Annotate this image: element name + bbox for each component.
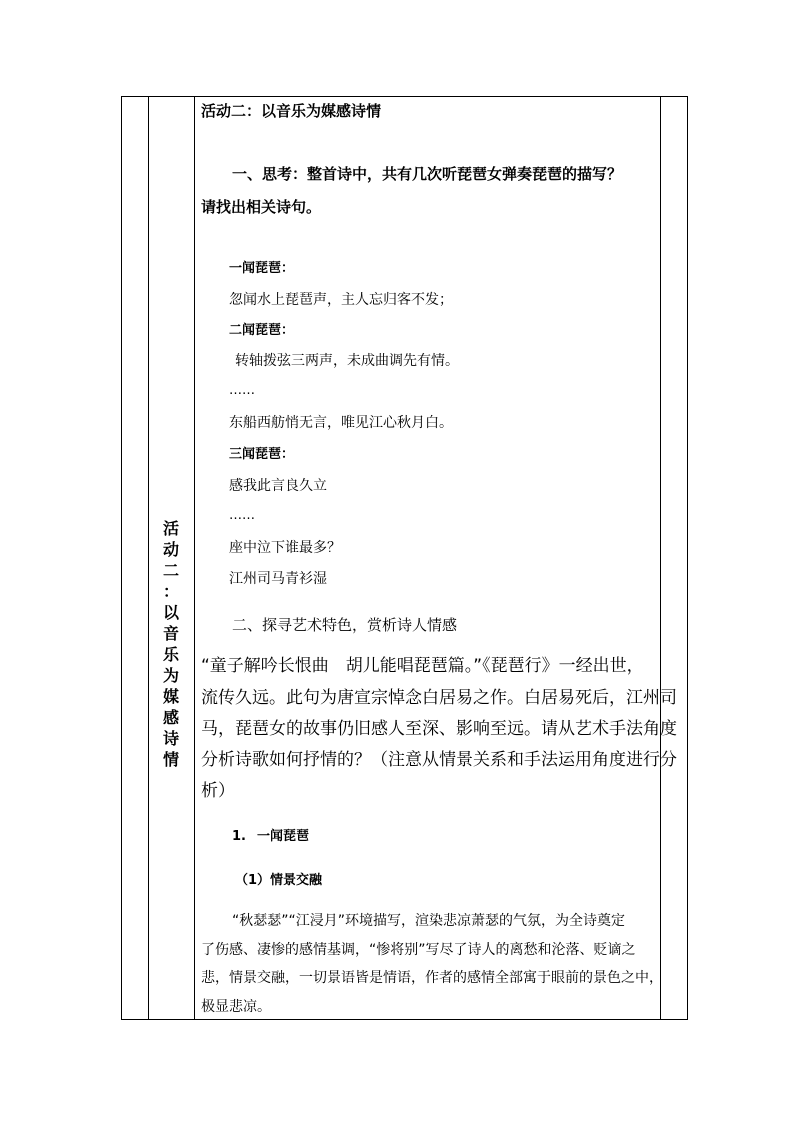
poem-line: 江州司马青衫湿 — [229, 571, 327, 587]
analysis-para-line: “秋瑟瑟”“江浸月”环境描写，渲染悲凉萧瑟的气氛，为全诗奠定 — [232, 913, 626, 929]
poem-line: 东船西舫悄无言，唯见江心秋月白。 — [229, 415, 453, 431]
poem-line: 忽闻水上琵琶声，主人忘归客不发； — [229, 292, 453, 308]
column-divider-3 — [660, 96, 661, 1020]
side-label-char: 二 — [162, 561, 179, 580]
poem-line: 转轴拨弦三两声，未成曲调先有情。 — [235, 353, 459, 369]
question-2-para-line: 分析诗歌如何抒情的？（注意从情景关系和手法运用角度进行分 — [201, 750, 677, 770]
side-label-char: 以 — [162, 603, 179, 622]
side-label-char: 乐 — [162, 645, 179, 664]
question-2-para-line: 马，琵琶女的故事仍旧感人至深、影响至远。请从艺术手法角度 — [201, 719, 677, 739]
analysis-para-line: 了伤感、凄惨的感情基调，“惨将别”写尽了诗人的离愁和沦落、贬谪之 — [201, 942, 636, 958]
analysis-para-line: 极显悲凉。 — [201, 999, 271, 1015]
ellipsis: …… — [229, 383, 255, 398]
poem-line: 座中泣下谁最多？ — [229, 540, 341, 556]
side-label — [148, 518, 194, 770]
side-label-char: 动 — [162, 540, 179, 559]
question-1-line-2: 请找出相关诗句。 — [201, 198, 322, 216]
side-label-char: 诗 — [162, 729, 179, 748]
analysis-subtitle: （1）情景交融 — [235, 873, 323, 888]
column-divider-2 — [194, 96, 195, 1020]
analysis-para-line: 悲，情景交融，一切景语皆是情语，作者的感情全部寓于眼前的景色之中， — [201, 970, 663, 986]
analysis-item-title: 一闻琵琶 — [257, 829, 310, 844]
side-label-char: 为 — [162, 666, 179, 685]
question-2-para-line: 流传久远。此句为唐宣宗悼念白居易之作。白居易死后，江州司 — [201, 688, 677, 708]
question-1-line-1: 一、思考：整首诗中，共有几次听琵琶女弹奏琵琶的描写？ — [232, 165, 623, 183]
ellipsis: …… — [229, 508, 255, 523]
question-2-para-line: “童子解吟长恨曲 胡儿能唱琵琶篇。”《琵琶行》一经出世， — [201, 656, 644, 676]
table-frame — [121, 96, 688, 1020]
activity-title: 活动二：以音乐为媒感诗情 — [201, 102, 382, 120]
question-2-para-line: 析） — [201, 781, 235, 801]
analysis-item-number: 1. — [232, 829, 246, 844]
third-listen-heading: 三闻琵琶： — [229, 447, 295, 462]
poem-line: 感我此言良久立 — [229, 478, 327, 494]
question-2-title: 二、探寻艺术特色，赏析诗人情感 — [232, 616, 458, 634]
side-label-char: 情 — [162, 750, 179, 769]
first-listen-heading: 一闻琵琶： — [229, 261, 295, 276]
side-label-char: ： — [162, 582, 179, 601]
second-listen-heading: 二闻琵琶： — [229, 323, 295, 338]
side-label-char: 活 — [162, 519, 179, 538]
side-label-char: 媒 — [162, 687, 179, 706]
side-label-char: 感 — [162, 708, 179, 727]
side-label-char: 音 — [162, 624, 179, 643]
